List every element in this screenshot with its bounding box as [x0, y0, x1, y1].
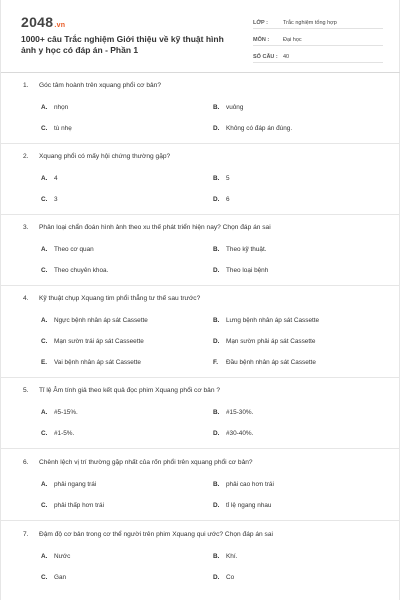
option-text: Nước	[54, 553, 71, 560]
option-text: Ngực bệnh nhân áp sát Cassette	[54, 317, 148, 324]
option-b[interactable]	[213, 481, 274, 488]
question-number: 5.	[23, 387, 29, 394]
question-divider	[1, 285, 400, 286]
option-text: phải thấp hơn trái	[54, 502, 105, 509]
question-divider	[1, 448, 400, 449]
option-b[interactable]	[213, 104, 243, 111]
meta-label: SỐ CÂU :	[253, 54, 278, 60]
option-text: Khí.	[226, 553, 238, 560]
option-key: C.	[41, 574, 48, 581]
option-text: phải ngang trái	[54, 481, 97, 488]
option-key: D.	[213, 502, 220, 509]
option-key: B.	[213, 409, 220, 416]
question-text	[23, 224, 271, 231]
option-text: 4	[54, 175, 58, 182]
option-key: C.	[41, 196, 48, 203]
meta-row-count	[253, 48, 383, 63]
site-logo[interactable]	[21, 14, 65, 30]
option-text: Lưng bệnh nhân áp sát Cassette	[226, 317, 320, 324]
option-text: Co	[226, 574, 235, 581]
question-stem: Phân loại chẩn đoán hình ảnh theo xu thế phát triển hiện nay? Chọn đáp án sai	[39, 224, 271, 231]
option-text: Vai bệnh nhân áp sát Cassette	[54, 359, 141, 366]
option-b[interactable]	[213, 317, 319, 324]
option-text: phải cao hơn trái	[226, 481, 274, 488]
option-a[interactable]	[41, 246, 94, 253]
option-key: A.	[41, 104, 48, 111]
header-divider	[1, 72, 400, 73]
option-key: A.	[41, 246, 48, 253]
option-text: vuông	[226, 104, 244, 111]
option-d[interactable]	[213, 338, 315, 345]
option-text: Đầu bệnh nhân áp sát Cassette	[226, 359, 316, 366]
question-divider	[1, 214, 400, 215]
option-text: #5-15%.	[54, 409, 78, 416]
option-d[interactable]	[213, 267, 268, 274]
meta-value: Đại học	[283, 37, 302, 43]
option-text: Mạn sườn trái áp sát Casseette	[54, 338, 144, 345]
option-text: Theo loại bệnh	[226, 267, 269, 274]
question-stem: Chênh lệch vị trí thường gặp nhất của rốn phổi trên xquang phổi cơ bản?	[39, 459, 253, 466]
question-number: 6.	[23, 459, 29, 466]
option-text: #30-40%.	[226, 430, 254, 437]
question-text	[23, 387, 220, 394]
option-text: Mạn sườn phải áp sát Cassette	[226, 338, 316, 345]
option-c[interactable]	[41, 196, 58, 203]
option-d[interactable]	[213, 430, 253, 437]
option-f[interactable]	[213, 359, 316, 366]
question-text	[23, 153, 170, 160]
option-text: Theo chuyên khoa.	[54, 267, 109, 274]
option-key: D.	[213, 338, 220, 345]
question-stem: Đậm độ cơ bản trong cơ thể người trên phim Xquang qui ước? Chọn đáp án sai	[39, 531, 273, 538]
option-key: D.	[213, 574, 220, 581]
meta-value: 40	[283, 54, 290, 60]
meta-row-class	[253, 14, 383, 29]
question-stem: Kỹ thuật chụp Xquang tim phổi thẳng tư thế sau trước?	[39, 295, 201, 302]
option-d[interactable]	[213, 125, 292, 132]
option-key: D.	[213, 196, 220, 203]
option-key: C.	[41, 430, 48, 437]
option-text: 3	[54, 196, 58, 203]
question-number: 3.	[23, 224, 29, 231]
question-number: 4.	[23, 295, 29, 302]
logo-text: 2048	[21, 14, 54, 30]
option-key: A.	[41, 409, 48, 416]
option-e[interactable]	[41, 359, 141, 366]
option-c[interactable]	[41, 574, 66, 581]
option-c[interactable]	[41, 125, 72, 132]
option-text: 5	[226, 175, 230, 182]
question-number: 2.	[23, 153, 29, 160]
option-a[interactable]	[41, 317, 148, 324]
question-divider	[1, 520, 400, 521]
question-text	[23, 295, 200, 302]
option-text: Gan	[54, 574, 67, 581]
option-d[interactable]	[213, 574, 234, 581]
question-stem: Tỉ lệ Âm tính giả theo kết quả đọc phim Xquang phổi cơ bản ?	[39, 387, 221, 394]
option-key: A.	[41, 175, 48, 182]
document-title: 1000+ câu Trắc nghiệm Giới thiệu về kỹ thuật hình ảnh y học có đáp án - Phần 1	[21, 34, 224, 55]
option-d[interactable]	[213, 196, 230, 203]
option-text: #1-5%.	[54, 430, 75, 437]
option-a[interactable]	[41, 104, 68, 111]
option-a[interactable]	[41, 409, 78, 416]
option-key: D.	[213, 267, 220, 274]
option-a[interactable]	[41, 553, 70, 560]
question-text	[23, 82, 161, 89]
option-key: F.	[213, 359, 218, 366]
option-key: D.	[213, 125, 220, 132]
option-key: B.	[213, 175, 220, 182]
option-text: tù nhẹ	[54, 125, 72, 132]
question-divider	[1, 143, 400, 144]
meta-value: Trắc nghiệm tổng hợp	[283, 20, 337, 26]
question-stem: Góc tâm hoành trên xquang phổi cơ bản?	[39, 82, 161, 89]
option-key: A.	[41, 481, 48, 488]
option-key: C.	[41, 267, 48, 274]
option-c[interactable]	[41, 338, 144, 345]
option-key: D.	[213, 430, 220, 437]
option-text: #15-30%.	[226, 409, 254, 416]
meta-label: MÔN :	[253, 37, 270, 43]
logo-tld: .vn	[54, 22, 66, 29]
meta-row-subject	[253, 31, 383, 46]
worksheet-meta	[253, 14, 383, 65]
option-c[interactable]	[41, 267, 108, 274]
option-text: 6	[226, 196, 230, 203]
option-key: B.	[213, 317, 220, 324]
question-number: 7.	[23, 531, 29, 538]
meta-label: LỚP :	[253, 20, 268, 26]
option-text: Theo cơ quan	[54, 246, 94, 253]
question-stem: Xquang phổi có mấy hội chứng thường gặp?	[39, 153, 171, 160]
option-b[interactable]	[213, 409, 253, 416]
option-text: tỉ lệ ngang nhau	[226, 502, 272, 509]
option-key: A.	[41, 317, 48, 324]
option-key: B.	[213, 553, 220, 560]
option-key: C.	[41, 338, 48, 345]
option-b[interactable]	[213, 246, 267, 253]
option-key: B.	[213, 104, 220, 111]
question-text	[23, 531, 273, 538]
option-c[interactable]	[41, 502, 104, 509]
option-key: A.	[41, 553, 48, 560]
question-number: 1.	[23, 82, 29, 89]
option-key: C.	[41, 125, 48, 132]
option-b[interactable]	[213, 175, 230, 182]
option-b[interactable]	[213, 553, 237, 560]
question-divider	[1, 377, 400, 378]
option-c[interactable]	[41, 430, 74, 437]
option-a[interactable]	[41, 481, 96, 488]
option-key: B.	[213, 246, 220, 253]
option-key: C.	[41, 502, 48, 509]
option-key: E.	[41, 359, 48, 366]
option-a[interactable]	[41, 175, 58, 182]
option-d[interactable]	[213, 502, 271, 509]
option-text: Không có đáp án đúng.	[226, 125, 293, 132]
worksheet-header	[1, 0, 400, 64]
option-text: Theo kỹ thuật.	[226, 246, 267, 253]
option-text: nhọn	[54, 104, 69, 111]
question-text	[23, 459, 253, 466]
option-key: B.	[213, 481, 220, 488]
